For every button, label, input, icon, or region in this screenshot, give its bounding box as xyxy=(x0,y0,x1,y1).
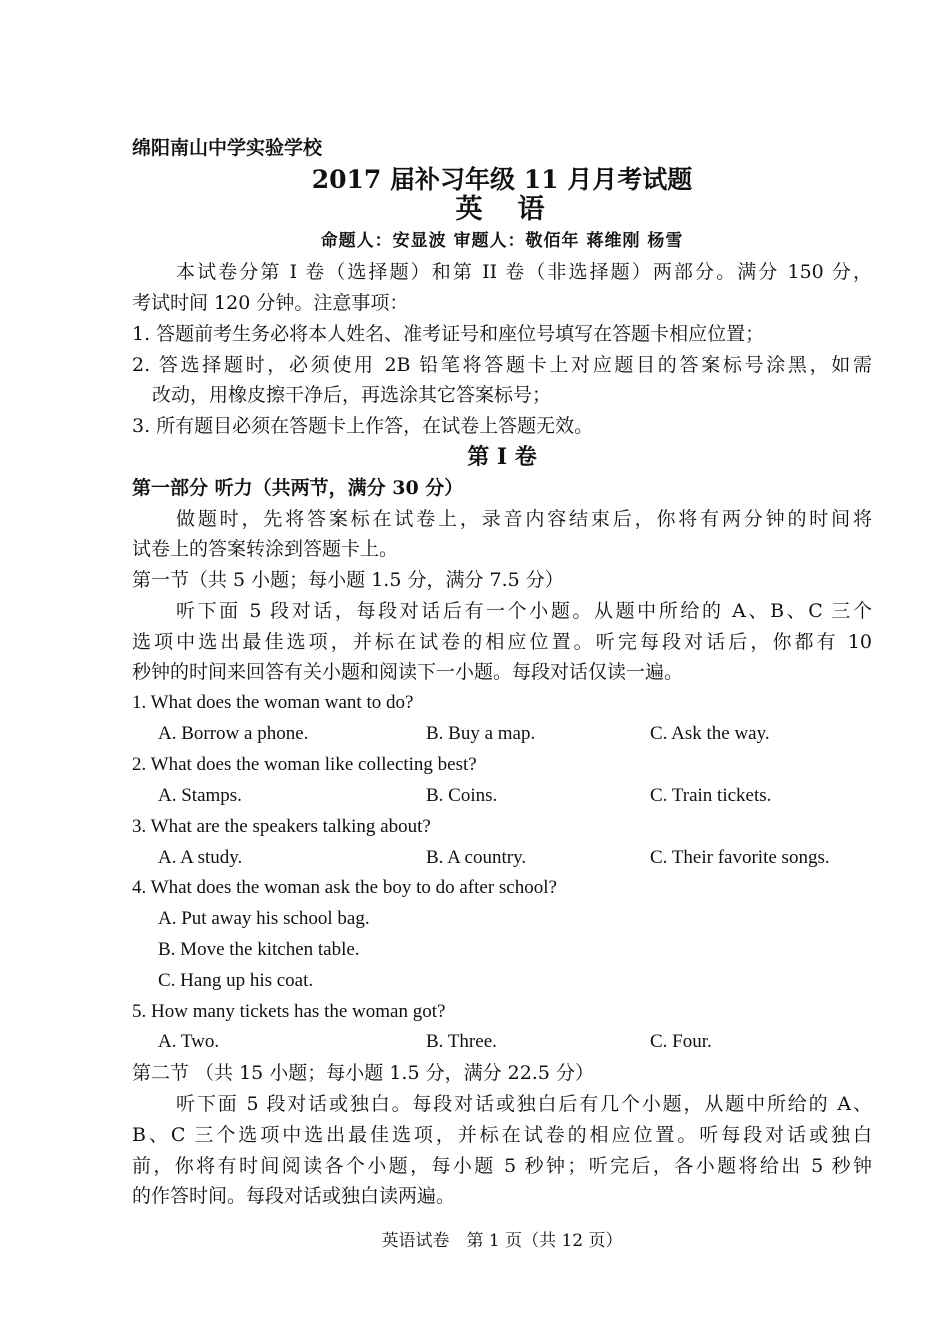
section1-heading: 第一节（共 5 小题；每小题 1.5 分，满分 7.5 分） xyxy=(132,569,564,591)
question-3: 3. What are the speakers talking about? xyxy=(132,816,431,837)
section2-instr-2: B、C 三个选项中选出最佳选项，并标在试卷的相应位置。听每段对话或独白 xyxy=(132,1124,872,1146)
q2-option-b: B. Coins. xyxy=(426,785,498,806)
q4-option-c: C. Hang up his coat. xyxy=(158,970,314,991)
q2-option-a: A. Stamps. xyxy=(158,785,242,806)
q4-option-a: A. Put away his school bag. xyxy=(158,908,370,929)
volume-title: 第 I 卷 xyxy=(467,444,537,470)
q5-option-c: C. Four. xyxy=(650,1031,712,1052)
q3-option-b: B. A country. xyxy=(426,847,527,868)
exam-title: 2017 届补习年级 11 月月考试题 xyxy=(311,165,693,194)
q4-option-b: B. Move the kitchen table. xyxy=(158,939,360,960)
q5-option-a: A. Two. xyxy=(158,1031,220,1052)
section1-instr-1: 听下面 5 段对话，每段对话后有一个小题。从题中所给的 A、B、C 三个 xyxy=(176,600,872,622)
note-1: 1. 答题前考生务必将本人姓名、准考证号和座位号填写在答题卡相应位置； xyxy=(132,323,765,345)
question-2: 2. What does the woman like collecting best? xyxy=(132,754,477,775)
q2-option-c: C. Train tickets. xyxy=(650,785,772,806)
note-2: 2. 答选择题时，必须使用 2B 铅笔将答题卡上对应题目的答案标号涂黑，如需 xyxy=(132,354,872,376)
part1-instr-2: 试卷上的答案转涂到答题卡上。 xyxy=(132,538,399,560)
authors-line: 命题人：安显波 审题人：敬佰年 蒋维刚 杨雪 xyxy=(320,231,684,251)
q1-option-c: C. Ask the way. xyxy=(650,723,770,744)
q1-option-a: A. Borrow a phone. xyxy=(158,723,309,744)
note-3: 3. 所有题目必须在答题卡上作答，在试卷上答题无效。 xyxy=(132,415,594,437)
section1-instr-2: 选项中选出最佳选项，并标在试卷的相应位置。听完每段对话后，你都有 10 xyxy=(132,631,872,653)
part1-heading: 第一部分 听力（共两节，满分 30 分） xyxy=(132,477,464,499)
school-name: 绵阳南山中学实验学校 xyxy=(132,137,323,159)
section2-instr-3: 前，你将有时间阅读各个小题，每小题 5 秒钟；听完后，各小题将给出 5 秒钟 xyxy=(132,1155,872,1177)
question-1: 1. What does the woman want to do? xyxy=(132,692,414,713)
q1-option-b: B. Buy a map. xyxy=(426,723,536,744)
question-5: 5. How many tickets has the woman got? xyxy=(132,1001,446,1022)
note-2-cont: 改动，用橡皮擦干净后，再选涂其它答案标号； xyxy=(152,384,552,406)
section2-instr-4: 的作答时间。每段对话或独白读两遍。 xyxy=(132,1185,456,1207)
q3-option-c: C. Their favorite songs. xyxy=(650,847,830,868)
question-4: 4. What does the woman ask the boy to do after school? xyxy=(132,877,557,898)
q5-option-b: B. Three. xyxy=(426,1031,497,1052)
section2-heading: 第二节 （共 15 小题；每小题 1.5 分，满分 22.5 分） xyxy=(132,1062,594,1084)
page-footer: 英语试卷 第 1 页（共 12 页） xyxy=(381,1231,623,1251)
section1-instr-3: 秒钟的时间来回答有关小题和阅读下一小题。每段对话仅读一遍。 xyxy=(132,661,684,683)
section2-instr-1: 听下面 5 段对话或独白。每段对话或独白后有几个小题，从题中所给的 A、 xyxy=(176,1093,872,1115)
q3-option-a: A. A study. xyxy=(158,847,243,868)
intro-line-2: 考试时间 120 分钟。注意事项： xyxy=(132,292,409,314)
part1-instr-1: 做题时，先将答案标在试卷上，录音内容结束后，你将有两分钟的时间将 xyxy=(176,508,872,530)
intro-line-1: 本试卷分第 I 卷（选择题）和第 II 卷（非选择题）两部分。满分 150 分， xyxy=(176,261,872,283)
subject-title: 英 语 xyxy=(455,194,549,225)
